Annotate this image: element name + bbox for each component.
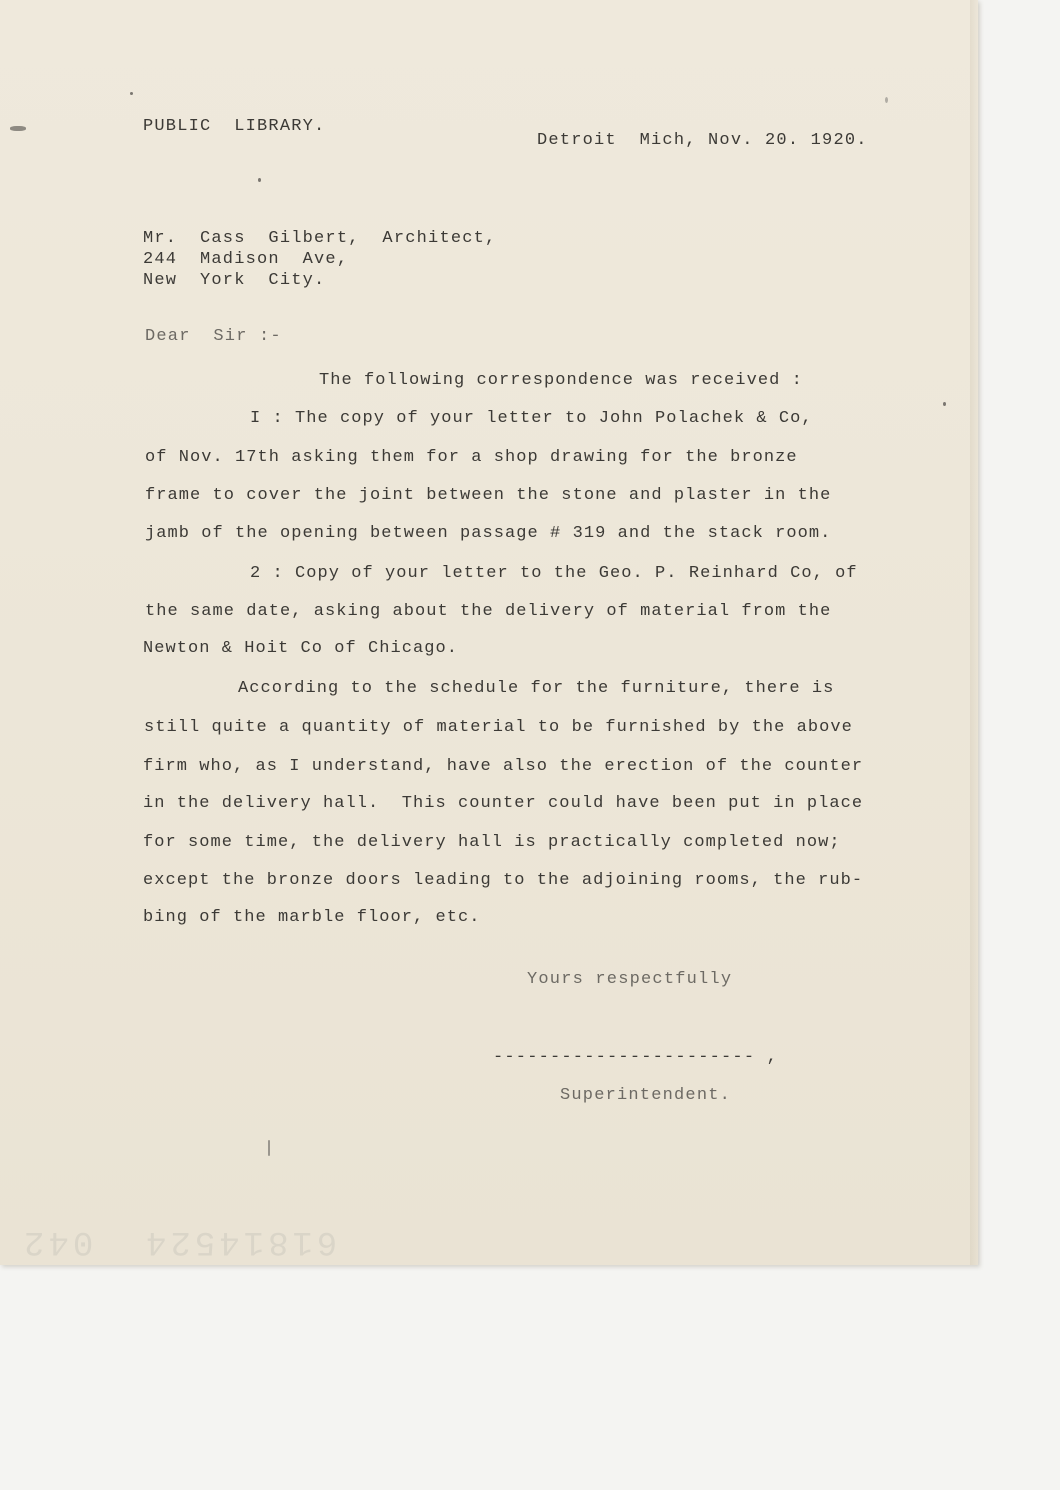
- signature-title: Superintendent.: [560, 1086, 732, 1105]
- paragraph-line-2: still quite a quantity of material to be furnished by the above: [144, 718, 853, 737]
- recipient-line-2: 244 Madison Ave,: [143, 250, 349, 269]
- scan-mark: [10, 126, 26, 131]
- item-2-line-3: Newton & Hoit Co of Chicago.: [143, 639, 459, 658]
- paragraph-line-1: According to the schedule for the furniture, there is: [238, 679, 835, 698]
- paragraph-line-5: for some time, the delivery hall is practically completed now;: [143, 833, 841, 852]
- letterhead: PUBLIC LIBRARY.: [143, 117, 326, 136]
- item-2-line-2: the same date, asking about the delivery of material from the: [145, 602, 832, 621]
- ink-speck: [258, 178, 261, 182]
- page-edge-shadow: [970, 0, 980, 1265]
- ink-speck: [130, 92, 133, 95]
- item-2-line-1: 2 : Copy of your letter to the Geo. P. Reinhard Co, of: [250, 564, 858, 583]
- paragraph-line-6: except the bronze doors leading to the adjoining rooms, the rub-: [143, 871, 864, 890]
- paragraph-line-3: firm who, as I understand, have also the erection of the counter: [143, 757, 864, 776]
- archive-stamp-number: 61814524 042: [20, 1222, 338, 1260]
- paragraph-line-4: in the delivery hall. This counter could have been put in place: [143, 794, 864, 813]
- ink-speck: [943, 402, 946, 406]
- closing: Yours respectfully: [527, 970, 733, 989]
- dateline: Detroit Mich, Nov. 20. 1920.: [537, 131, 868, 150]
- recipient-line-1: Mr. Cass Gilbert, Architect,: [143, 229, 497, 248]
- signature-line: ----------------------- ,: [493, 1048, 779, 1067]
- item-1-line-4: jamb of the opening between passage # 319 and the stack room.: [145, 524, 832, 543]
- ink-speck: [885, 97, 888, 103]
- item-1-line-3: frame to cover the joint between the stone and plaster in the: [145, 486, 832, 505]
- salutation: Dear Sir :-: [145, 327, 282, 346]
- body-intro: The following correspondence was received :: [319, 371, 803, 390]
- recipient-line-3: New York City.: [143, 271, 326, 290]
- item-1-line-2: of Nov. 17th asking them for a shop drawing for the bronze: [145, 448, 798, 467]
- item-1-line-1: I : The copy of your letter to John Polachek & Co,: [250, 409, 813, 428]
- scan-mark: [268, 1140, 270, 1156]
- paragraph-line-7: bing of the marble floor, etc.: [143, 908, 481, 927]
